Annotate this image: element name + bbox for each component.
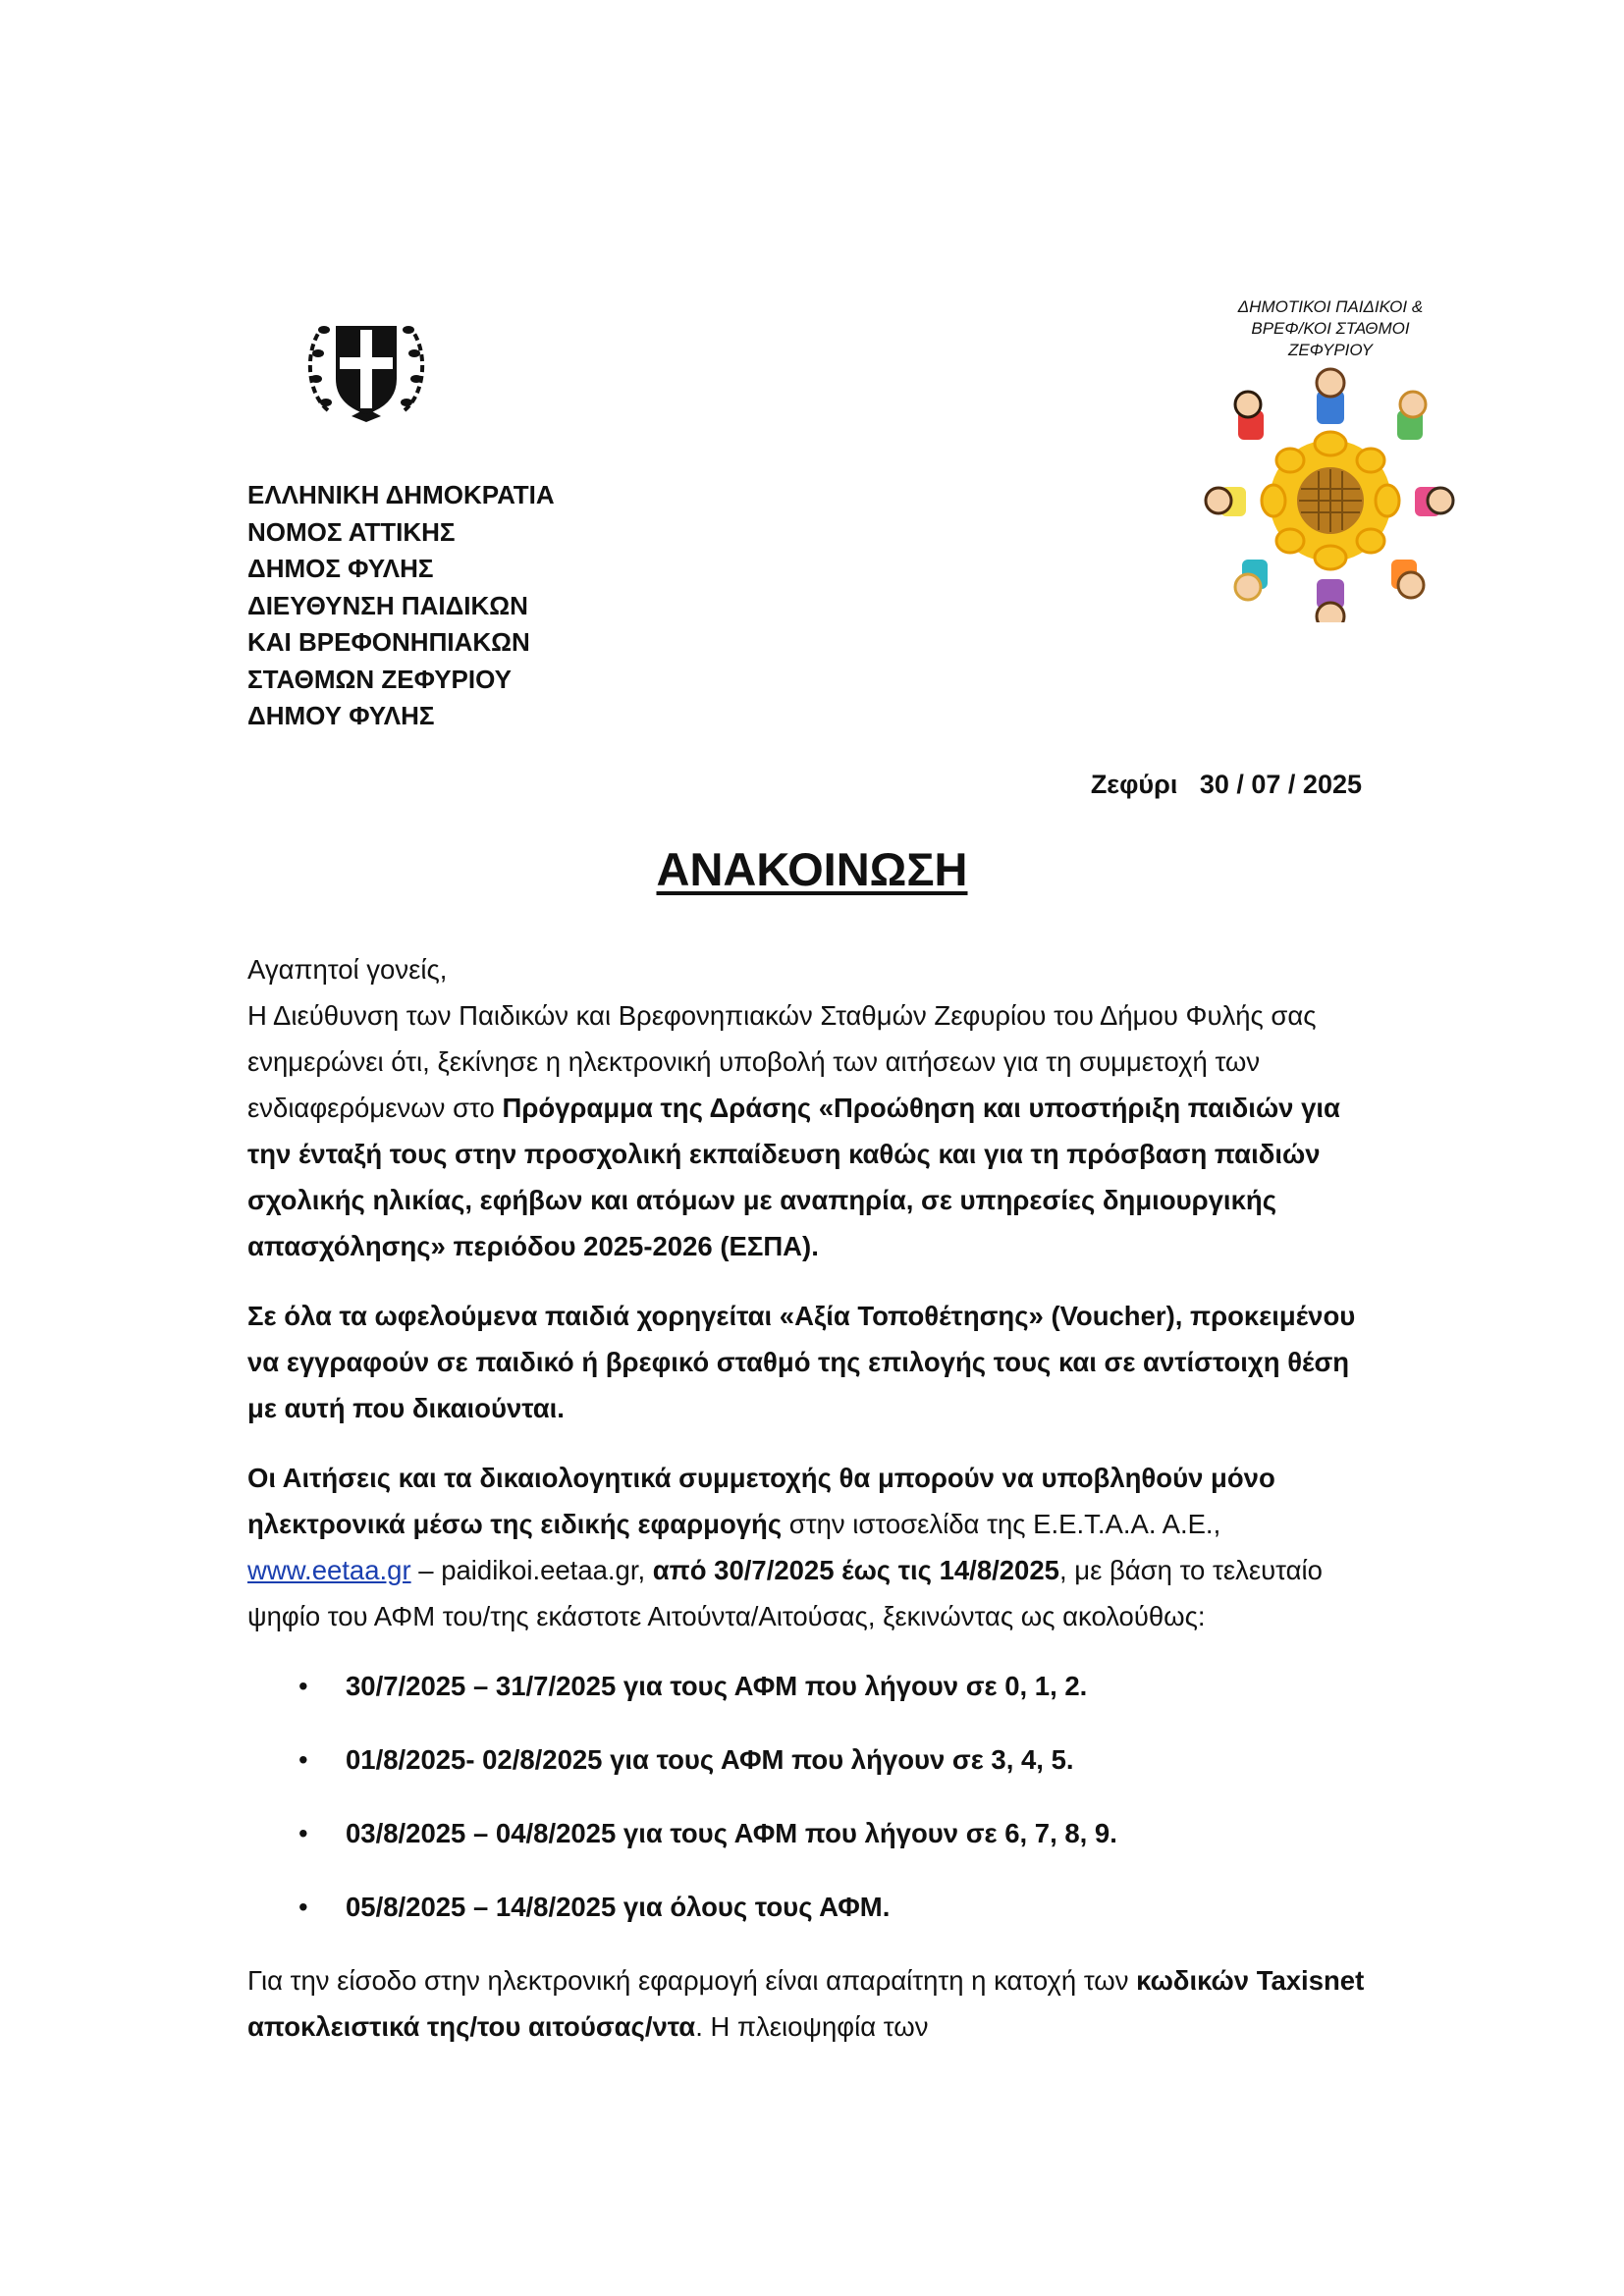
application-period: από 30/7/2025 έως τις 14/8/2025 xyxy=(652,1555,1059,1585)
paragraph-1-text: Η Διεύθυνση των Παιδικών και Βρεφονηπιακών Σταθμών Ζεφυρίου του Δήμου Φυλής σας ενημερώνει ότι, ξεκίνησε η ηλεκτρονική υποβολή των αιτήσεων για τη συμμετοχή των ενδιαφερόμενων στο xyxy=(247,1000,1317,1123)
applications-bold: Οι Αιτήσεις και τα δικαιολογητικά συμμετοχής θα μπορούν να υποβληθούν μόνο ηλεκτρονικά μέσω της ειδικής εφαρμογής xyxy=(247,1463,1275,1539)
list-item-text: 05/8/2025 – 14/8/2025 για όλους τους ΑΦΜ. xyxy=(346,1892,891,1922)
header-line: ΔΗΜΟΥ ΦΥΛΗΣ xyxy=(247,701,435,730)
logo-caption-line: ΒΡΕΦ/ΚΟΙ ΣΤΑΘΜΟΙ xyxy=(1251,319,1410,338)
children-circle-icon xyxy=(1200,365,1461,622)
bullet-icon: • xyxy=(298,1671,308,1701)
document-title: ΑΝΑΚΟΙΝΩΣΗ xyxy=(656,843,968,895)
header-line: ΚΑΙ ΒΡΕΦΟΝΗΠΙΑΚΩΝ xyxy=(247,627,530,657)
header-line: ΔΗΜΟΣ ΦΥΛΗΣ xyxy=(247,554,434,583)
taxisnet-text: Για την είσοδο στην ηλεκτρονική εφαρμογή είναι απαραίτητη η κατοχή των xyxy=(247,1965,1137,1996)
list-item xyxy=(247,1884,1373,1930)
list-item-text: 30/7/2025 – 31/7/2025 για τους ΑΦΜ που λήγουν σε 0, 1, 2. xyxy=(346,1671,1088,1701)
list-item xyxy=(247,1736,1373,1783)
nursery-logo xyxy=(1200,296,1461,630)
bullet-icon: • xyxy=(298,1744,308,1775)
applications-text: – paidikoi.eetaa.gr, xyxy=(410,1555,653,1585)
coat-of-arms-emblem xyxy=(300,310,432,426)
paragraph-voucher: Σε όλα τα ωφελούμενα παιδιά χορηγείται «Αξία Τοποθέτησης» (Voucher), προκειμένου να εγγραφούν σε παιδικό ή βρεφικό σταθμό της επιλογής τους και σε αντίστοιχη θέση με αυτή που δικαιούνται. xyxy=(247,1301,1356,1423)
logo-caption-line: ΔΗΜΟΤΙΚΟΙ ΠΑΙΔΙΚΟΙ & xyxy=(1237,297,1424,316)
header-line: ΝΟΜΟΣ ΑΤΤΙΚΗΣ xyxy=(247,516,456,547)
paragraph-taxisnet xyxy=(247,1957,1373,2050)
greeting: Αγαπητοί γονείς, xyxy=(247,954,448,985)
date-schedule-list xyxy=(247,1663,1373,1930)
logo-caption-line: ΖΕΦΥΡΙΟΥ xyxy=(1287,341,1374,359)
header-line: ΔΙΕΥΘΥΝΣΗ ΠΑΙΔΙΚΩΝ xyxy=(247,590,528,620)
list-item-text: 03/8/2025 – 04/8/2025 για τους ΑΦΜ που λήγουν σε 6, 7, 8, 9. xyxy=(346,1818,1117,1848)
issuer-header xyxy=(247,477,555,735)
applications-text: , με βάση το τελευταίο ψηφίο του ΑΦΜ του/της εκάστοτε Αιτούντα/Αιτούσας, ξεκινώντας ως ακολούθως: xyxy=(247,1555,1323,1631)
bullet-icon: • xyxy=(298,1818,308,1848)
list-item xyxy=(247,1663,1373,1709)
bullet-icon: • xyxy=(298,1892,308,1922)
applications-text: στην ιστοσελίδα της Ε.Ε.Τ.Α.Α. Α.Ε., xyxy=(782,1509,1221,1539)
taxisnet-bold: κωδικών Taxisnet αποκλειστικά της/του αιτούσας/ντα xyxy=(247,1965,1365,2042)
list-item-text: 01/8/2025- 02/8/2025 για τους ΑΦΜ που λήγουν σε 3, 4, 5. xyxy=(346,1744,1074,1775)
list-item xyxy=(247,1810,1373,1856)
paragraph-1 xyxy=(247,992,1373,1269)
announcement-body xyxy=(247,946,1373,2050)
logo-caption xyxy=(1200,296,1461,361)
paragraph-applications xyxy=(247,1455,1373,1639)
document-date: Ζεφύρι 30 / 07 / 2025 xyxy=(1090,770,1362,799)
header-line: ΕΛΛΗΝΙΚΗ ΔΗΜΟΚΡΑΤΙΑ xyxy=(247,480,555,509)
taxisnet-text: . Η πλειοψηφία των xyxy=(695,2011,929,2042)
eetaa-link[interactable]: www.eetaa.gr xyxy=(247,1555,411,1585)
header-line: ΣΤΑΘΜΩΝ ΖΕΦΥΡΙΟΥ xyxy=(247,664,512,694)
program-title: Πρόγραμμα της Δράσης «Προώθηση και υποστήριξη παιδιών για την ένταξή τους στην προσχολική εκπαίδευση καθώς και για τη πρόσβαση παιδιών σχολικής ηλικίας, εφήβων και ατόμων με αναπηρία, σε υπηρεσίες δημιουργικής απασχόλησης» περιόδου 2025-2026 (ΕΣΠΑ). xyxy=(247,1093,1340,1261)
